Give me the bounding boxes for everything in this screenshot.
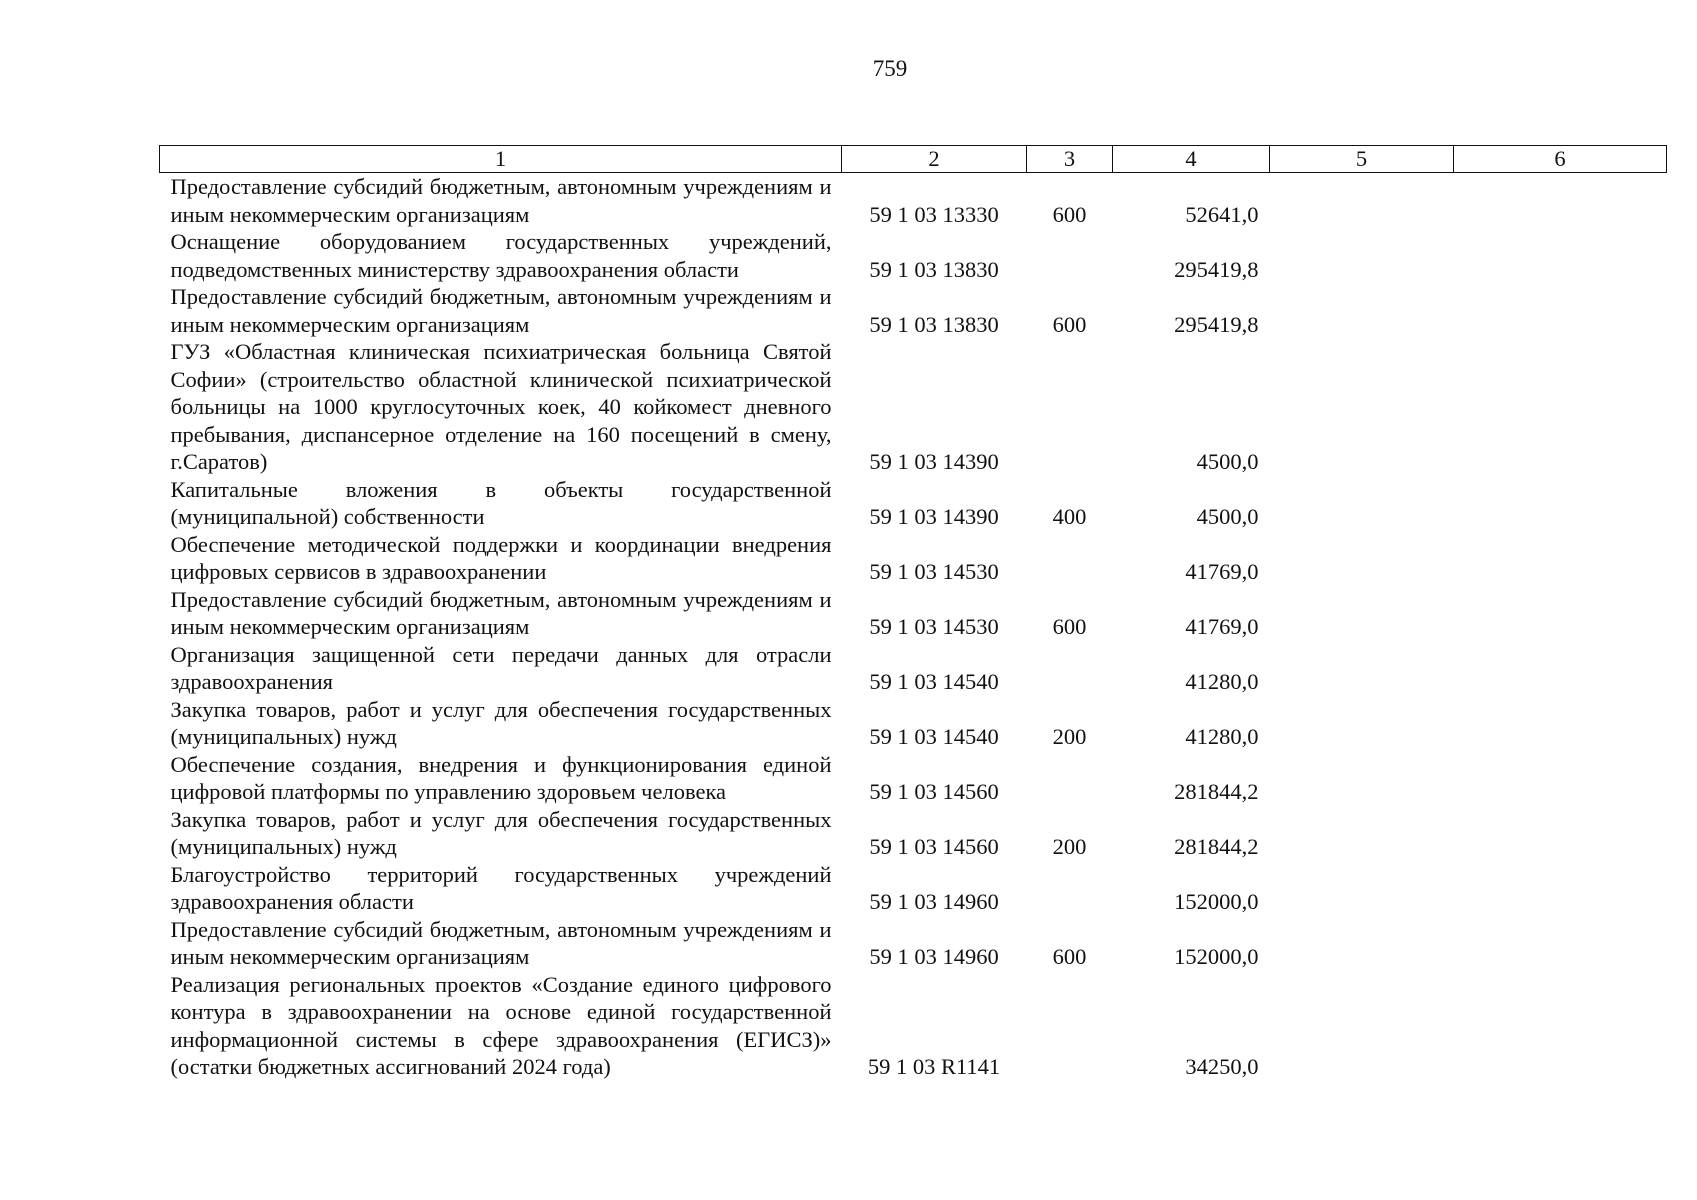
row-amount: 281844,2 (1174, 834, 1259, 859)
table-row (160, 861, 1667, 916)
row-col6 (1454, 283, 1667, 338)
row-expense-kind (1027, 338, 1113, 476)
row-code: 59 1 03 14560 (869, 834, 999, 859)
row-amount: 41769,0 (1185, 559, 1259, 584)
row-expense-kind: 600 (1052, 201, 1087, 227)
table-row (160, 971, 1667, 1081)
row-col6 (1454, 476, 1667, 531)
row-description: Предоставление субсидий бюджетным, автономным учреждениям и иным некоммерческим организациям (170, 586, 832, 639)
row-col6 (1454, 641, 1667, 696)
table-row (160, 173, 1667, 229)
row-col6 (1454, 751, 1667, 806)
row-description: Предоставление субсидий бюджетным, автономным учреждениям и иным некоммерческим организациям (170, 174, 832, 227)
table-header (160, 146, 1667, 173)
table-row (160, 531, 1667, 586)
row-code: 59 1 03 14960 (869, 889, 999, 914)
row-amount: 34250,0 (1185, 1054, 1259, 1079)
table-row (160, 641, 1667, 696)
row-col6 (1454, 173, 1667, 229)
column-header: 5 (1270, 146, 1454, 173)
row-col6 (1454, 916, 1667, 971)
row-amount: 41769,0 (1185, 614, 1259, 639)
table-row (160, 283, 1667, 338)
row-code: 59 1 03 14540 (869, 669, 999, 694)
row-col5 (1270, 476, 1454, 531)
row-expense-kind (1027, 971, 1113, 1081)
row-expense-kind: 600 (1052, 614, 1087, 639)
table-row (160, 916, 1667, 971)
row-col5 (1270, 916, 1454, 971)
row-amount: 295419,8 (1174, 311, 1259, 337)
row-expense-kind: 600 (1052, 311, 1087, 337)
row-amount: 152000,0 (1174, 889, 1259, 914)
row-col6 (1454, 696, 1667, 751)
budget-table (159, 145, 1667, 1081)
row-description: Капитальные вложения в объекты государственной (муниципальной) собственности (170, 476, 832, 529)
row-description: ГУЗ «Областная клиническая психиатрическая больница Святой Софии» (строительство областной клинической психиатрической больницы на 1000 круглосуточных коек, 40 койкомест дневного пребывания, диспансерное отделение на 160 посещений в смену, г.Саратов) (170, 339, 832, 474)
table-row (160, 338, 1667, 476)
row-description: Предоставление субсидий бюджетным, автономным учреждениям и иным некоммерческим организациям (170, 916, 832, 969)
row-amount: 52641,0 (1185, 201, 1259, 227)
row-col6 (1454, 971, 1667, 1081)
row-description: Обеспечение методической поддержки и координации внедрения цифровых сервисов в здравоохранении (170, 531, 832, 584)
row-code: 59 1 03 13830 (869, 256, 999, 282)
table-row (160, 751, 1667, 806)
row-expense-kind: 200 (1052, 724, 1087, 749)
row-description: Благоустройство территорий государственных учреждений здравоохранения области (170, 861, 832, 914)
row-expense-kind (1027, 641, 1113, 696)
row-code: 59 1 03 14540 (869, 724, 999, 749)
row-code: 59 1 03 13330 (869, 201, 999, 227)
table-row (160, 228, 1667, 283)
row-code: 59 1 03 14530 (869, 559, 999, 584)
row-col6 (1454, 806, 1667, 861)
row-expense-kind (1027, 228, 1113, 283)
row-code: 59 1 03 13830 (869, 311, 999, 337)
column-header: 6 (1454, 146, 1667, 173)
column-header: 1 (160, 146, 842, 173)
row-col5 (1270, 531, 1454, 586)
row-col5 (1270, 338, 1454, 476)
header-row (160, 146, 1667, 173)
table-row (160, 696, 1667, 751)
row-expense-kind: 600 (1052, 944, 1087, 969)
row-col5 (1270, 641, 1454, 696)
row-col6 (1454, 586, 1667, 641)
table-row (160, 806, 1667, 861)
row-col5 (1270, 173, 1454, 229)
row-expense-kind (1027, 861, 1113, 916)
table-row (160, 586, 1667, 641)
row-expense-kind (1027, 751, 1113, 806)
row-description: Закупка товаров, работ и услуг для обеспечения государственных (муниципальных) нужд (170, 806, 832, 859)
row-amount: 152000,0 (1174, 944, 1259, 969)
row-col5 (1270, 751, 1454, 806)
row-code: 59 1 03 14560 (869, 779, 999, 804)
page-number: 759 (872, 56, 908, 81)
row-col6 (1454, 531, 1667, 586)
row-code: 59 1 03 14960 (869, 944, 999, 969)
row-code: 59 1 03 R1141 (867, 1054, 1001, 1079)
row-col5 (1270, 971, 1454, 1081)
row-col5 (1270, 586, 1454, 641)
row-code: 59 1 03 14390 (869, 449, 999, 474)
row-amount: 41280,0 (1185, 724, 1259, 749)
row-col5 (1270, 806, 1454, 861)
row-expense-kind: 200 (1052, 834, 1087, 859)
row-description: Оснащение оборудованием государственных учреждений, подведомственных министерству здравоохранения области (170, 229, 832, 282)
row-col5 (1270, 696, 1454, 751)
row-description: Обеспечение создания, внедрения и функционирования единой цифровой платформы по управлению здоровьем человека (170, 751, 832, 804)
row-amount: 281844,2 (1174, 779, 1259, 804)
table-body (160, 173, 1667, 1081)
row-amount: 41280,0 (1185, 669, 1259, 694)
column-header: 3 (1027, 146, 1113, 173)
row-description: Закупка товаров, работ и услуг для обеспечения государственных (муниципальных) нужд (170, 696, 832, 749)
row-description: Реализация региональных проектов «Создание единого цифрового контура в здравоохранении на основе единой государственной информационной системы в сфере здравоохранения (ЕГИСЗ)» (остатки бюджетных ассигнований 2024 года) (170, 971, 832, 1079)
row-description: Организация защищенной сети передачи данных для отрасли здравоохранения (170, 641, 832, 694)
row-code: 59 1 03 14390 (869, 504, 999, 529)
row-amount: 4500,0 (1196, 449, 1259, 474)
row-expense-kind: 400 (1052, 504, 1087, 529)
row-col6 (1454, 861, 1667, 916)
row-col5 (1270, 283, 1454, 338)
row-amount: 4500,0 (1196, 504, 1259, 529)
row-col5 (1270, 228, 1454, 283)
column-header: 2 (842, 146, 1027, 173)
row-amount: 295419,8 (1174, 256, 1259, 282)
row-col6 (1454, 228, 1667, 283)
row-col6 (1454, 338, 1667, 476)
row-code: 59 1 03 14530 (869, 614, 999, 639)
row-col5 (1270, 861, 1454, 916)
table-row (160, 476, 1667, 531)
column-header: 4 (1113, 146, 1270, 173)
row-expense-kind (1027, 531, 1113, 586)
row-description: Предоставление субсидий бюджетным, автономным учреждениям и иным некоммерческим организациям (170, 284, 832, 337)
